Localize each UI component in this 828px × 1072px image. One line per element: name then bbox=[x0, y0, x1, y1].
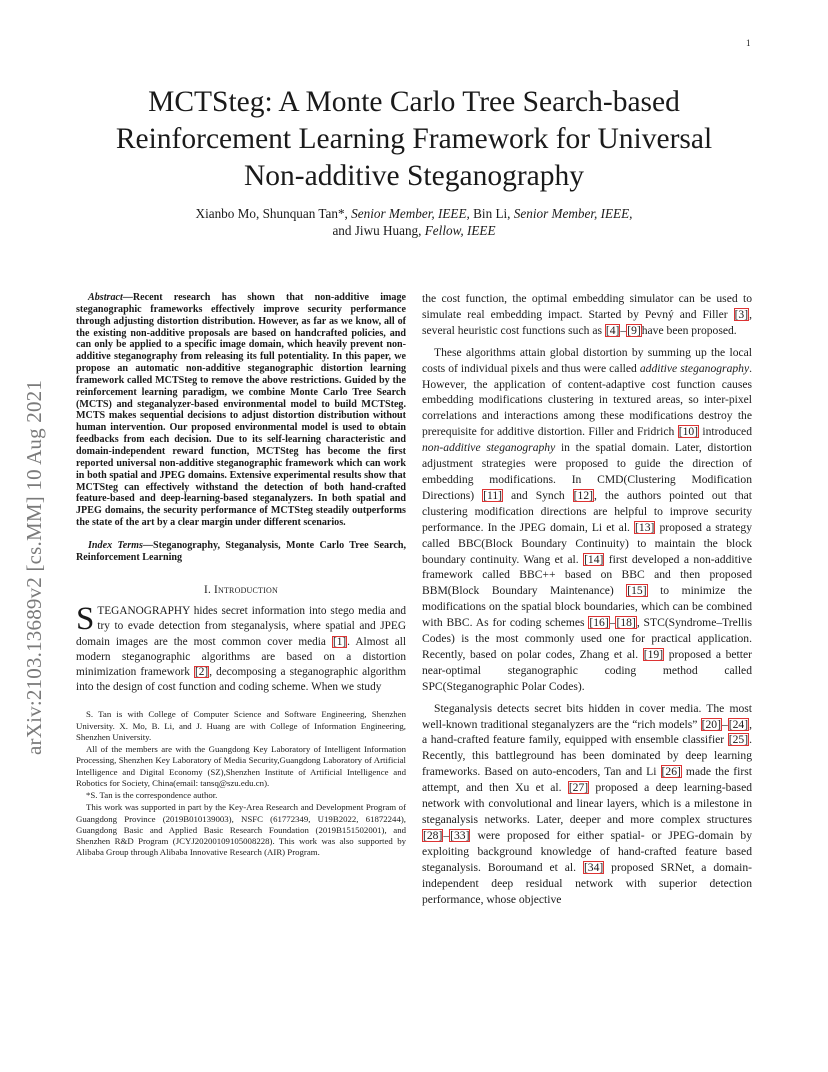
citation-link[interactable]: [16] bbox=[589, 616, 609, 630]
citation-link[interactable]: [13] bbox=[635, 520, 655, 534]
body-text: first developed a non-additive framework called BBC++ based on BBC and then proposed BBM(Block Boundary Maintenance) bbox=[422, 552, 752, 598]
citation-link[interactable]: [26] bbox=[661, 765, 681, 779]
citation-link[interactable]: [1] bbox=[332, 635, 347, 648]
footnote: *S. Tan is the correspondence author. bbox=[86, 790, 218, 801]
body-paragraph bbox=[422, 291, 752, 339]
citation-link[interactable]: [3] bbox=[734, 307, 749, 321]
citation-link[interactable]: [28] bbox=[423, 828, 443, 842]
author-title: Fellow, IEEE bbox=[424, 223, 496, 238]
citation-link[interactable]: [19] bbox=[643, 647, 664, 661]
body-text: to minimize the modifications on the spatial block boundaries, which can be combined with BBC. As for coding schemes bbox=[422, 584, 753, 630]
body-text: have been proposed. bbox=[641, 323, 737, 337]
citation-link[interactable]: [2] bbox=[195, 665, 209, 678]
citation-link[interactable]: [27] bbox=[568, 781, 589, 795]
body-text: – bbox=[620, 323, 627, 337]
body-text: . However, the application of content-adaptive cost function causes embedding modifications clustering in textured areas, so inter-pixel correlations and interactions among these modifications destroy the prerequisite for additive distortion. Filler and Fridrich bbox=[422, 361, 753, 439]
author-names-3: and Jiwu Huang, bbox=[332, 223, 425, 238]
intro-paragraph bbox=[76, 601, 407, 695]
body-text: – bbox=[443, 828, 450, 842]
body-text: the cost function, the optimal embedding simulator can be used to simulate real embedding impact. Started by Pevný and Filler bbox=[422, 292, 752, 321]
emphasis-text: non-additive steganography bbox=[422, 441, 556, 455]
index-terms-text: —Steganography, Steganalysis, Monte Carlo Tree Search, Reinforcement Learning bbox=[76, 539, 406, 563]
body-text: proposed a deep learning-based network with convolutional and linear layers, which is a milestone in steganalysis networks. Later, deeper and more complex structures bbox=[422, 781, 753, 826]
citation-link[interactable]: [14] bbox=[584, 552, 604, 566]
body-text: and Synch bbox=[503, 488, 573, 502]
body-paragraph bbox=[422, 701, 752, 908]
body-text: , several heuristic cost functions such as bbox=[422, 307, 752, 337]
body-text: – bbox=[609, 616, 616, 630]
drop-cap: S bbox=[76, 601, 95, 638]
footnote: All of the members are with the Guangdong Key Laboratory of Intelligent Information Processing, Shenzhen Key Laboratory of Media Security,Guangdong Laboratory of Artificial Intelligence and Digital Economy (SZ),Shenzhen Institute of Artificial Intelligence and Robotics for Society, China(email: tansq@szu.edu.cn). bbox=[76, 744, 406, 788]
citation-link[interactable]: [18] bbox=[616, 616, 636, 630]
citation-link[interactable]: [10] bbox=[678, 425, 699, 439]
citation-link[interactable]: [20] bbox=[701, 717, 721, 731]
citation-link[interactable]: [15] bbox=[627, 584, 647, 598]
body-text: proposed SRNet, a domain-independent deep residual network with superior detection performance, whose objective bbox=[422, 860, 752, 906]
abstract-label: Abstract bbox=[88, 292, 123, 303]
citation-link[interactable]: [34] bbox=[583, 860, 604, 874]
author-title: Senior Member, IEEE, bbox=[513, 206, 633, 221]
body-text: proposed a strategy called BBC(Block Boundary Continuity) to maintain the block boundary continuity. Wang et al. bbox=[422, 520, 752, 566]
citation-link[interactable]: [9] bbox=[627, 323, 641, 337]
author-names-1: Xianbo Mo, Shunquan Tan*, bbox=[195, 206, 352, 221]
intro-text: , decomposing a steganographic algorithm into the design of cost function and coding scheme. When we study bbox=[76, 665, 407, 694]
footnotes bbox=[76, 709, 406, 858]
right-column bbox=[422, 291, 752, 913]
intro-text: . Almost all modern steganographic algorithms are based on a distortion minimization framework bbox=[76, 635, 406, 678]
author-title: Senior Member, IEEE, bbox=[351, 206, 470, 221]
intro-text: TEGANOGRAPHY hides secret information into stego media and try to evade detection from steganalysis, where spatial and JPEG domain images are the most common cover media bbox=[76, 605, 406, 648]
body-text: in the spatial domain. Later, distortion adjustment strategies were proposed to guide the direction of embedding modifications. In CMD(Clustering Modification Directions) bbox=[422, 441, 752, 502]
emphasis-text: additive steganography bbox=[639, 361, 750, 375]
citation-link[interactable]: [4] bbox=[605, 323, 620, 337]
body-paragraph bbox=[422, 345, 752, 695]
citation-link[interactable]: [24] bbox=[728, 717, 749, 731]
index-terms bbox=[76, 540, 406, 564]
body-text: , the authors pointed out that clustering modification directions are helpful to improve security performance. In the JPEG domain, Li et al. bbox=[422, 488, 752, 534]
citation-link[interactable]: [33] bbox=[450, 828, 470, 842]
body-text: Steganalysis detects secret bits hidden in cover media. The most well-known traditional steganalyzers are the “rich models” bbox=[422, 701, 752, 731]
author-names-2: Bin Li, bbox=[469, 206, 514, 221]
body-text: made the first attempt, and then Xu et al. bbox=[422, 765, 752, 795]
citation-link[interactable]: [25] bbox=[728, 733, 749, 747]
body-text: – bbox=[721, 717, 728, 731]
body-text: . Recently, this battleground has been dominated by deep learning frameworks. Based on auto-encoders, Tan and Li bbox=[422, 733, 752, 779]
footnote: This work was supported in part by the Key-Area Research and Development Program of Guangdong Province (2019B010139003), NSFC (61772349, U19B2022, 61872244), Guangdong Basic and Applied Basic Research Foundation (2019B151502001), and Shenzhen R&D Program (JCYJ20200109105008228). This work was also supported by Alibaba Group through Alibaba Innovative Research (AIR) Program. bbox=[76, 802, 406, 858]
body-text: , STC(Syndrome–Trellis Codes) is the most commonly used one for practical application. Recently, based on polar codes, Zhang et al. bbox=[422, 616, 752, 661]
body-text: proposed a better near-optimal steganographic coding method called SPC(Steganographic Polar Codes). bbox=[422, 647, 752, 693]
section-heading: I. Introduction bbox=[204, 583, 278, 596]
paper-title: MCTSteg: A Monte Carlo Tree Search-based Reinforcement Learning Framework for Universal Non-additive Steganography bbox=[115, 86, 713, 192]
citation-link[interactable]: [11] bbox=[483, 488, 503, 502]
author-line-2 bbox=[100, 222, 728, 239]
author-line-1 bbox=[100, 205, 728, 222]
body-text: introduced bbox=[699, 425, 752, 439]
body-text: These algorithms attain global distortion by summing up the local costs of individual pixels and thus were called bbox=[422, 345, 752, 375]
arxiv-identifier[interactable]: arXiv:2103.13689v2 [cs.MM] 10 Aug 2021 bbox=[22, 379, 46, 755]
page-number: 1 bbox=[746, 38, 751, 48]
abstract bbox=[76, 292, 406, 529]
footnote: S. Tan is with College of Computer Science and Software Engineering, Shenzhen University. X. Mo, B. Li, and J. Huang are with College of Information Engineering, Shenzhen University. bbox=[76, 709, 406, 742]
index-terms-label: Index Terms bbox=[88, 539, 143, 551]
citation-link[interactable]: [12] bbox=[573, 488, 593, 502]
abstract-text: —Recent research has shown that non-additive image steganographic frameworks effectively improve security performance through adjusting distortion distribution. However, as far as we know, all of the existing non-additive proposals are based on handcrafted policies, and can only be applied to a specific image domain, which heavily prevent non-additive steganography from releasing its full potentiality. In this paper, we propose an automatic non-additive steganographic distortion learning framework called MCTSteg to remove the above restrictions. Guided by the reinforcement learning paradigm, we combine Monte Carlo Tree Search (MCTS) and steganalyzer-based environmental model to build MCTSteg. MCTS makes sequential decisions to adjust distortion distribution without human intervention. Our proposed environmental model is used to obtain feedbacks from each decision. Due to its self-learning characteristic and domain-independent reward function, MCTSteg has become the first reported universal non-additive steganographic framework which can work in both spatial and JPEG domains. Extensive experimental results show that MCTSteg can effectively withstand the detection of both hand-crafted feature-based and deep-learning-based steganalyzers. In both spatial and JPEG domains, the security performance of MCTSteg steadily outperforms the state of the art by a clear margin under different scenarios. bbox=[76, 292, 406, 529]
body-text: , a hand-crafted feature family, equipped with ensemble classifier bbox=[422, 717, 752, 747]
author-list bbox=[100, 205, 728, 239]
body-text: were proposed for either spatial- or JPEG-domain by exploiting background knowledge of hand-crafted feature based steganalysis. Boroumand et al. bbox=[422, 828, 752, 874]
left-column bbox=[76, 292, 406, 860]
